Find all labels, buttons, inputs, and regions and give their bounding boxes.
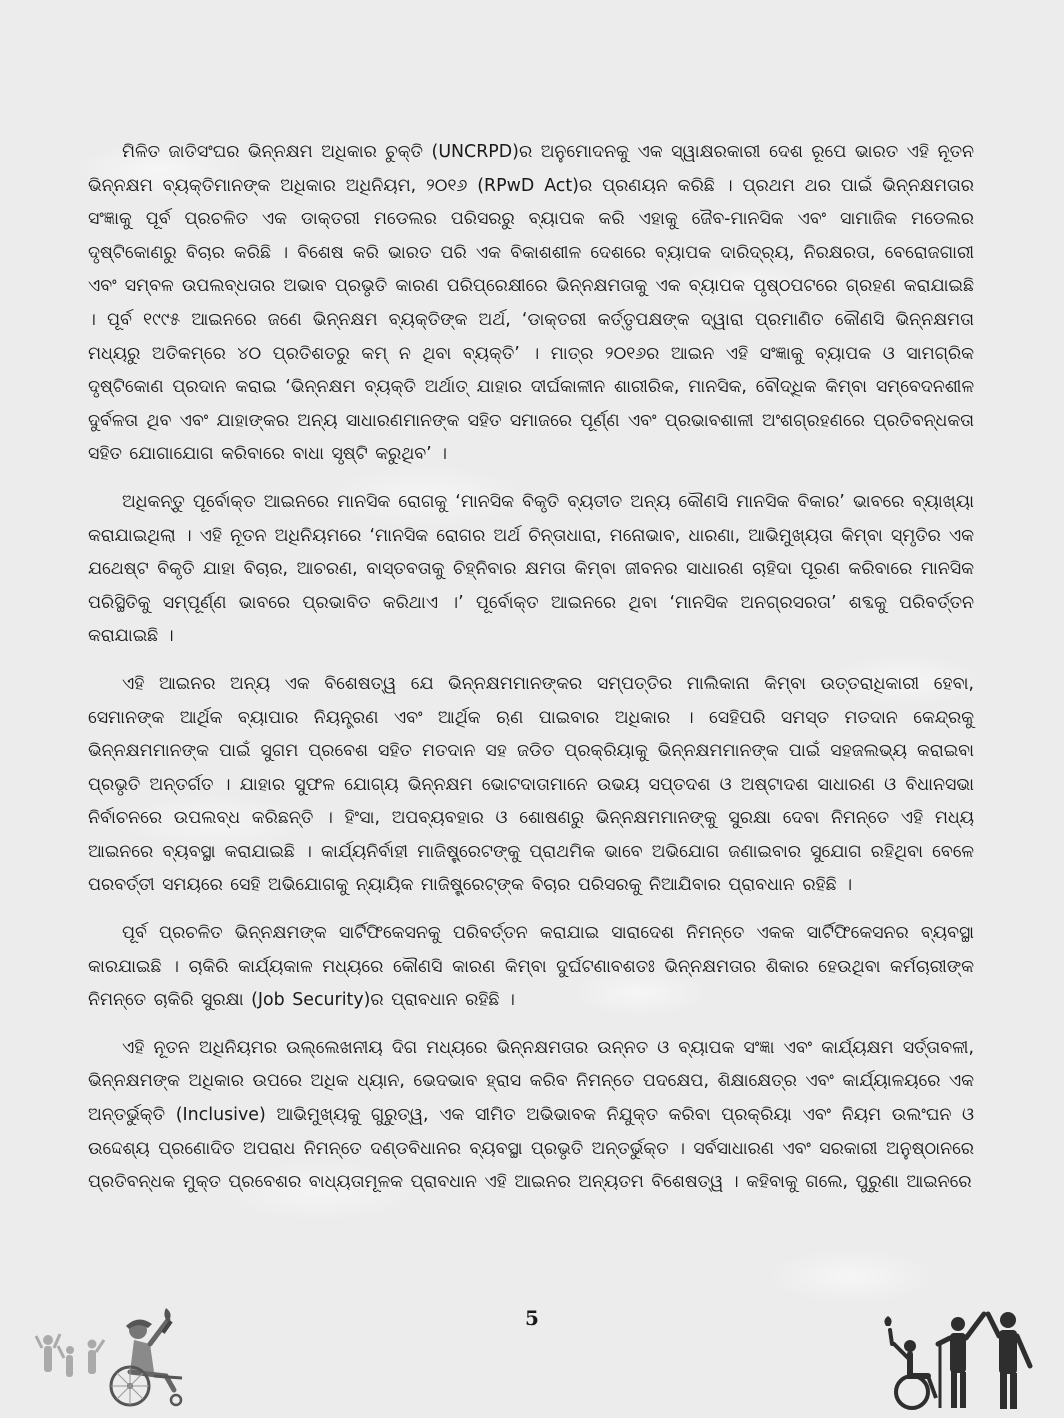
disability-figures-illustration-icon: [880, 1300, 1050, 1412]
paragraph-4: ପୂର୍ବ ପ୍ରଚଳିତ ଭିନ୍ନକ୍ଷମଙ୍କ ସାର୍ଟିଫିକେସନକୁ ପରିବର୍ତ୍ତନ କରାଯାଇ ସାରାଦେଶ ନିମନ୍ତେ ଏକକ ସାର୍ଟିଫିକେସନର ବ୍ୟବସ୍ଥା କାରଯାଇଛି । ଚାକିରି କାର୍ଯ୍ୟକାଳ ମଧ୍ୟରେ କୌଣସି କାରଣ କିମ୍ବା ଦୁର୍ଘଟଣାବଶତଃ ଭିନ୍ନକ୍ଷମତାର ଶିକାର ହେଉଥିବା କର୍ମଚାରୀଙ୍କ ନିମନ୍ତେ ଚାକିରି ସୁରକ୍ଷା (Job Security)ର ପ୍ରାବଧାନ ରହିଛି ।: [88, 923, 974, 1011]
document-body: [88, 136, 974, 1214]
paragraph-1: ମିଳିତ ଜାତିସଂଘର ଭିନ୍ନକ୍ଷମ ଅଧିକାର ଚୁକ୍ତି (UNCRPD)ର ଅନୁମୋଦନକୁ ଏକ ସ୍ୱାକ୍ଷରକାରୀ ଦେଶ ରୂପେ ଭାରତ ଏହି ନୂତନ ଭିନ୍ନକ୍ଷମ ବ୍ୟକ୍ତିମାନଙ୍କ ଅଧିକାର ଅଧିନିୟମ, ୨୦୧୬ (RPwD Act)ର ପ୍ରଣୟନ କରିଛି । ପ୍ରଥମ ଥର ପାଇଁ ଭିନ୍ନକ୍ଷମତାର ସଂଜ୍ଞାକୁ ପୂର୍ବ ପ୍ରଚଳିତ ଏକ ଡାକ୍ତରୀ ମଡେଲର ପରିସରରୁ ବ୍ୟାପକ କରି ଏହାକୁ ଜୈବ-ମାନସିକ ଏବଂ ସାମାଜିକ ମଡେଲର ଦୃଷ୍ଟିକୋଣରୁ ବିଚାର କରିଛି । ବିଶେଷ କରି ଭାରତ ପରି ଏକ ବିକାଶଶୀଳ ଦେଶରେ ବ୍ୟାପକ ଦାରିଦ୍ର୍ୟ, ନିରକ୍ଷରତା, ବେରୋଜଗାରୀ ଏବଂ ସମ୍ବଳ ଉପଲବ୍ଧତାର ଅଭାବ ପ୍ରଭୃତି କାରଣ ପରିପ୍ରେକ୍ଷୀରେ ଭିନ୍ନକ୍ଷମତାକୁ ଏକ ବ୍ୟାପକ ପୃଷ୍ଠପଟରେ ଗ୍ରହଣ କରାଯାଇଛି । ପୂର୍ବ ୧୯୯୫ ଆଇନରେ ଜଣେ ଭିନ୍ନକ୍ଷମ ବ୍ୟକ୍ତିଙ୍କ ଅର୍ଥ, ‘ଡାକ୍ତରୀ କର୍ତ୍ତୃପକ୍ଷଙ୍କ ଦ୍ୱାରା ପ୍ରମାଣିତ କୌଣସି ଭିନ୍ନକ୍ଷମତା ମଧ୍ୟରୁ ଅତିକମ୍‌ରେ ୪୦ ପ୍ରତିଶତରୁ କମ୍ ନ ଥିବା ବ୍ୟକ୍ତି’ । ମାତ୍ର ୨୦୧୬ର ଆଇନ ଏହି ସଂଜ୍ଞାକୁ ବ୍ୟାପକ ଓ ସାମଗ୍ରିକ ଦୃଷ୍ଟିକୋଣ ପ୍ରଦାନ କରାଇ ‘ଭିନ୍ନକ୍ଷମ ବ୍ୟକ୍ତି ଅର୍ଥାତ୍ ଯାହାର ଦୀର୍ଘକାଳୀନ ଶାରୀରିକ, ମାନସିକ, ବୌଦ୍ଧିକ କିମ୍ବା ସମ୍ବେଦନଶୀଳ ଦୁର୍ବଳତା ଥିବ ଏବଂ ଯାହାଙ୍କର ଅନ୍ୟ ସାଧାରଣମାନଙ୍କ ସହିତ ସମାଜରେ ପୂର୍ଣ୍ଣ ଏବଂ ପ୍ରଭାବଶାଳୀ ଅଂଶଗ୍ରହଣରେ ପ୍ରତିବନ୍ଧକତା ସହିତ ଯୋଗାଯୋଗ କରିବାରେ ବାଧା ସୃଷ୍ଟି କରୁଥିବ’ ।: [88, 142, 974, 465]
paragraph-5: ଏହି ନୂତନ ଅଧିନିୟମର ଉଲ୍ଲେଖନୀୟ ଦିଗ ମଧ୍ୟରେ ଭିନ୍ନକ୍ଷମତାର ଉନ୍ନତ ଓ ବ୍ୟାପକ ସଂଜ୍ଞା ଏବଂ କାର୍ଯ୍ୟକ୍ଷମ ସର୍ତ୍ତାବଳୀ, ଭିନ୍ନକ୍ଷମଙ୍କ ଅଧିକାର ଉପରେ ଅଧିକ ଧ୍ୟାନ, ଭେଦଭାବ ହ୍ରାସ କରିବ ନିମନ୍ତେ ପଦକ୍ଷେପ, ଶିକ୍ଷାକ୍ଷେତ୍ର ଏବଂ କାର୍ଯ୍ୟାଳୟରେ ଏକ ଅନ୍ତର୍ଭୁକ୍ତି (Inclusive) ଆଭିମୁଖ୍ୟକୁ ଗୁରୁତ୍ୱ, ଏକ ସୀମିତ ଅଭିଭାବକ ନିଯୁକ୍ତ କରିବା ପ୍ରକ୍ରିୟା ଏବଂ ନିୟମ ଉଲଂଘନ ଓ ଉଦ୍ଦେଶ୍ୟ ପ୍ରଣୋଦିତ ଅପରାଧ ନିମନ୍ତେ ଦଣ୍ଡବିଧାନର ବ୍ୟବସ୍ଥା ପ୍ରଭୃତି ଅନ୍ତର୍ଭୁକ୍ତ । ସର୍ବସାଧାରଣ ଏବଂ ସରକାରୀ ଅନୁଷ୍ଠାନରେ ପ୍ରତିବନ୍ଧକ ମୁକ୍ତ ପ୍ରବେଶର ବାଧ୍ୟତାମୂଳକ ପ୍ରାବଧାନ ଏହି ଆଇନର ଅନ୍ୟତମ ବିଶେଷତ୍ୱ । କହିବାକୁ ଗଲେ, ପୁରୁଣା ଆଇନରେ: [88, 1037, 974, 1193]
page-number: 5: [525, 1306, 539, 1330]
paragraph-3: ଏହି ଆଇନର ଅନ୍ୟ ଏକ ବିଶେଷତ୍ୱ ଯେ ଭିନ୍ନକ୍ଷମମାନଙ୍କର ସମ୍ପତ୍ତିର ମାଲିକାନା କିମ୍ବା ଉତ୍ତରାଧିକାରୀ ହେବା, ସେମାନଙ୍କ ଆର୍ଥିକ ବ୍ୟାପାର ନିୟନ୍ତ୍ରଣ ଏବଂ ଆର୍ଥିକ ଋଣ ପାଇବାର ଅଧିକାର । ସେହିପରି ସମସ୍ତ ମତଦାନ କେନ୍ଦ୍ରକୁ ଭିନ୍ନକ୍ଷମମାନଙ୍କ ପାଇଁ ସୁଗମ ପ୍ରବେଶ ସହିତ ମତଦାନ ସହ ଜଡିତ ପ୍ରକ୍ରିୟାକୁ ଭିନ୍ନକ୍ଷମମାନଙ୍କ ପାଇଁ ସହଜଲଭ୍ୟ କରାଇବା ପ୍ରଭୃତି ଅନ୍ତର୍ଗତ । ଯାହାର ସୁଫଳ ଯୋଗ୍ୟ ଭିନ୍ନକ୍ଷମ ଭୋଟଦାତାମାନେ ଉଭୟ ସପ୍ତଦଶ ଓ ଅଷ୍ଟାଦଶ ସାଧାରଣ ଓ ବିଧାନସଭା ନିର୍ବାଚନରେ ଉପଲବ୍ଧ କରିଛନ୍ତି । ହିଂସା, ଅପବ୍ୟବହାର ଓ ଶୋଷଣରୁ ଭିନ୍ନକ୍ଷମମାନଙ୍କୁ ସୁରକ୍ଷା ଦେବା ନିମନ୍ତେ ଏହି ମଧ୍ୟ ଆଇନରେ ବ୍ୟବସ୍ଥା କରାଯାଇଛି । କାର୍ଯ୍ୟନିର୍ବାହୀ ମାଜିଷ୍ଟ୍ରେଟଙ୍କୁ ପ୍ରାଥମିକ ଭାବେ ଅଭିଯୋଗ ଜଣାଇବାର ସୁଯୋଗ ରହିଥିବା ବେଳେ ପରବର୍ତ୍ତୀ ସମୟରେ ସେହି ଅଭିଯୋଗକୁ ନ୍ୟାୟିକ ମାଜିଷ୍ଟ୍ରେଟ୍‌ଙ୍କ ବିଚାର ପରିସରକୁ ନିଆଯିବାର ପ୍ରାବଧାନ ରହିଛି ।: [88, 673, 974, 896]
paragraph-2: ଅଧିକନ୍ତୁ ପୂର୍ବୋକ୍ତ ଆଇନରେ ମାନସିକ ରୋଗକୁ ‘ମାନସିକ ବିକୃତି ବ୍ୟତୀତ ଅନ୍ୟ କୌଣସି ମାନସିକ ବିକାର’ ଭାବରେ ବ୍ୟାଖ୍ୟା କରାଯାଇଥିଲା । ଏହି ନୂତନ ଅଧିନିୟମରେ ‘ମାନସିକ ରୋଗର ଅର୍ଥ ଚିନ୍ତାଧାରା, ମନୋଭାବ, ଧାରଣା, ଆଭିମୁଖ୍ୟତା କିମ୍ବା ସ୍ମୃତିର ଏକ ଯଥେଷ୍ଟ ବିକୃତି ଯାହା ବିଚାର, ଆଚରଣ, ବାସ୍ତବତାକୁ ଚିହ୍ନିବାର କ୍ଷମତା କିମ୍ବା ଜୀବନର ସାଧାରଣ ଚାହିଦା ପୂରଣ କରିବାରେ ମାନସିକ ପରିସ୍ଥିତିକୁ ସମ୍ପୂର୍ଣ୍ଣ ଭାବରେ ପ୍ରଭାବିତ କରିଥାଏ ।’ ପୂର୍ବୋକ୍ତ ଆଇନରେ ଥିବା ‘ମାନସିକ ଅନଗ୍ରସରତା’ ଶବ୍ଦକୁ ପରିବର୍ତ୍ତନ କରାଯାଇଛି ।: [88, 491, 974, 647]
